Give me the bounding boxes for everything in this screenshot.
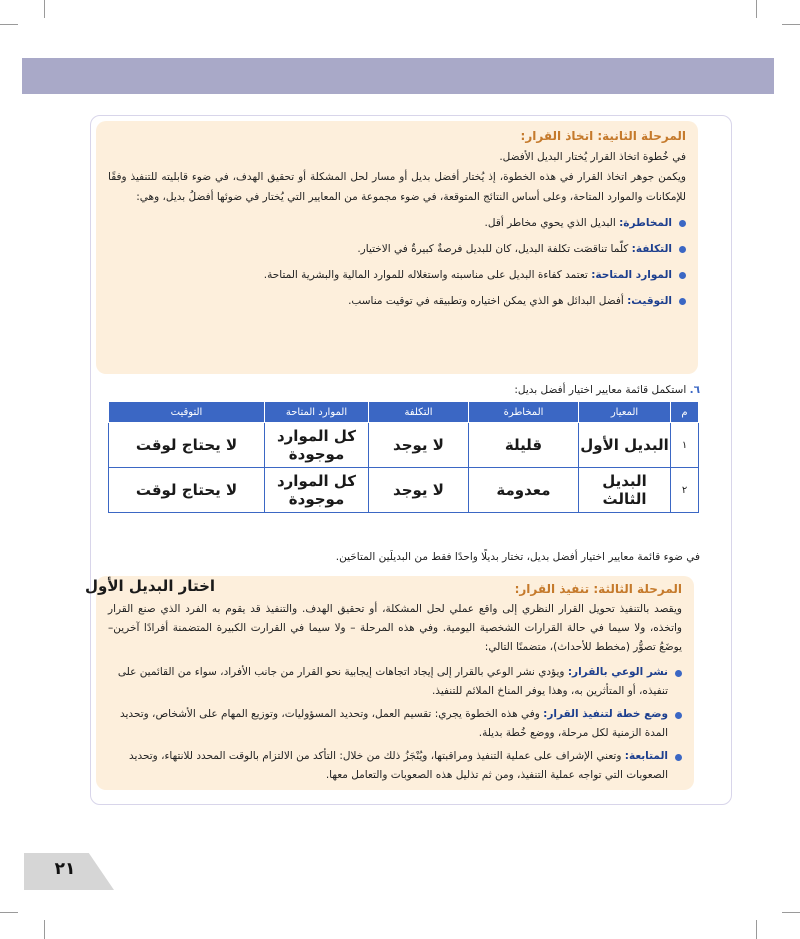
implementation-term: وضع خطة لتنفيذ القرار: — [543, 708, 668, 720]
criteria-term: التوقيت: — [627, 295, 672, 307]
crop-mark — [44, 0, 45, 18]
header-band — [22, 58, 774, 94]
crop-mark — [44, 920, 45, 939]
implementation-list — [108, 663, 682, 785]
question-number: ٦. — [689, 384, 700, 396]
table-cell[interactable]: البديل الأول — [579, 423, 671, 468]
page-number: ٢١ — [54, 859, 76, 879]
bullet-icon — [679, 298, 686, 305]
criteria-text: تعتمد كفاءة البديل على مناسبته واستغلاله للموارد المالية والبشرية المتاحة. — [263, 269, 592, 281]
table-cell[interactable]: كل الموارد موجودة — [265, 423, 369, 468]
criteria-list — [108, 213, 686, 311]
stage2-body: ويكمن جوهر اتخاذ القرار في هذه الخطوة، إذ يُختار أفضل بديل أو مسار لحل المشكلة أو تحقيق الهدف، في ضوء قابليته للتنفيذ وفقًا للإمكانات والموارد المتاحة، وعلى أساس النتائج المتوقعة، في ضوء مجموعة من المعايير التي يُختار في ضوئها أفضلُ بديل، وهي: — [108, 171, 686, 203]
column-header: الموارد المتاحة — [265, 402, 369, 423]
stage3-heading: المرحلة الثالثة: تنفيذ القرار: — [514, 582, 682, 596]
criteria-text: كلّما تناقصَت تكلفة البديل، كان للبديل فرصةٌ كبيرةٌ في الاختيار. — [357, 243, 632, 255]
bullet-icon — [675, 670, 682, 677]
stage3-panel — [96, 576, 694, 790]
criteria-item — [108, 213, 686, 233]
column-header: التوقيت — [109, 402, 265, 423]
bullet-icon — [679, 220, 686, 227]
table-header-row — [109, 402, 699, 423]
table-row — [109, 468, 699, 513]
crop-mark — [782, 24, 800, 25]
stage2-heading: المرحلة الثانية: اتخاذ القرار: — [520, 129, 686, 143]
bullet-icon — [679, 246, 686, 253]
bullet-icon — [675, 712, 682, 719]
table-cell[interactable]: لا يحتاج لوقت — [109, 468, 265, 513]
implementation-item — [108, 705, 682, 743]
criteria-text: البديل الذي يحوي مخاطر أقل. — [484, 217, 620, 229]
column-header: التكلفة — [369, 402, 469, 423]
implementation-text: وفي هذه الخطوة يجري: تقسيم العمل، وتحديد المسؤوليات، وتوزيع المهام على الأشخاص، وتحديد المدة الزمنية لكل مرحلة، ووضع خُطة بديلة. — [120, 708, 668, 739]
implementation-term: المتابعة: — [624, 750, 668, 762]
column-header: المعيار — [579, 402, 671, 423]
table-cell[interactable]: البديل الثالث — [579, 468, 671, 513]
criteria-term: المخاطرة: — [619, 217, 672, 229]
stage2-intro: في خُطوة اتخاذ القرار يُختار البديل الأفضل. — [499, 151, 686, 163]
bullet-icon — [679, 272, 686, 279]
handwritten-answer: اختار البديل الأول — [85, 577, 216, 595]
criteria-term: التكلفة: — [631, 243, 672, 255]
bullet-icon — [675, 754, 682, 761]
column-header: م — [671, 402, 699, 423]
crop-mark — [756, 920, 757, 939]
table-row — [109, 423, 699, 468]
crop-mark — [0, 912, 18, 913]
column-header: المخاطرة — [469, 402, 579, 423]
criteria-item — [108, 239, 686, 259]
table-cell[interactable]: قليلة — [469, 423, 579, 468]
after-table-text: في ضوء قائمة معايير اختيار أفضل بديل، تختار بديلًا واحدًا فقط من البديلَين المتاحَين. — [335, 551, 700, 563]
table-cell: ١ — [671, 423, 699, 468]
criteria-text: أفضل البدائل هو الذي يمكن اختياره وتطبيقه في توقيت مناسب. — [348, 295, 628, 307]
criteria-table — [108, 401, 699, 513]
question-text: استكمل قائمة معايير اختيار أفضل بديل: — [514, 384, 690, 396]
table-cell[interactable]: لا يحتاج لوقت — [109, 423, 265, 468]
criteria-term: الموارد المتاحة: — [591, 269, 672, 281]
stage2-panel — [96, 121, 698, 374]
implementation-text: وتعني الإشراف على عملية التنفيذ ومراقبتها، ويُنْجَزُ ذلك من خلال: التأكد من الالتزام بالوقت المحدد للانتهاء، وتحديد الصعوبات التي تواجه عملية التنفيذ، ومن ثم تذليل هذه الصعوبات والتعامل معها. — [129, 750, 668, 781]
criteria-item — [108, 291, 686, 311]
crop-mark — [756, 0, 757, 18]
implementation-text: ويؤدي نشر الوعي بالقرار إلى إيجاد اتجاهات إيجابية نحو القرار من جانب الأفراد، سواء من القائمين على تنفيذه، أو المتأثرين به، وهذا يوفر المناخ الملائم للتنفيذ. — [117, 666, 668, 697]
table-cell[interactable]: لا يوجد — [369, 423, 469, 468]
implementation-term: نشر الوعي بالقرار: — [567, 666, 668, 678]
crop-mark — [0, 24, 18, 25]
table-cell[interactable]: معدومة — [469, 468, 579, 513]
crop-mark — [782, 912, 800, 913]
table-cell[interactable]: كل الموارد موجودة — [265, 468, 369, 513]
implementation-item — [108, 747, 682, 785]
stage3-body: ويقصد بالتنفيذ تحويل القرار النظري إلى واقع عملي لحل المشكلة، أو تحقيق الهدف. والتنفيذ قد يقوم به الفرد الذي صنع القرار واتخذه، ولا سيما في حالة القرارات الشخصية اليومية. وفي هذه المرحلة – ولا سيما في القرارت الكبيرة المتضمنة أفرادًا آخرين– يوضَعُ تصوُّر (مخطط للأحداث)، متضمنًا التالي: — [108, 603, 682, 653]
question-prompt — [96, 384, 700, 396]
implementation-item — [108, 663, 682, 701]
table-cell[interactable]: لا يوجد — [369, 468, 469, 513]
table-cell: ٢ — [671, 468, 699, 513]
criteria-item — [108, 265, 686, 285]
